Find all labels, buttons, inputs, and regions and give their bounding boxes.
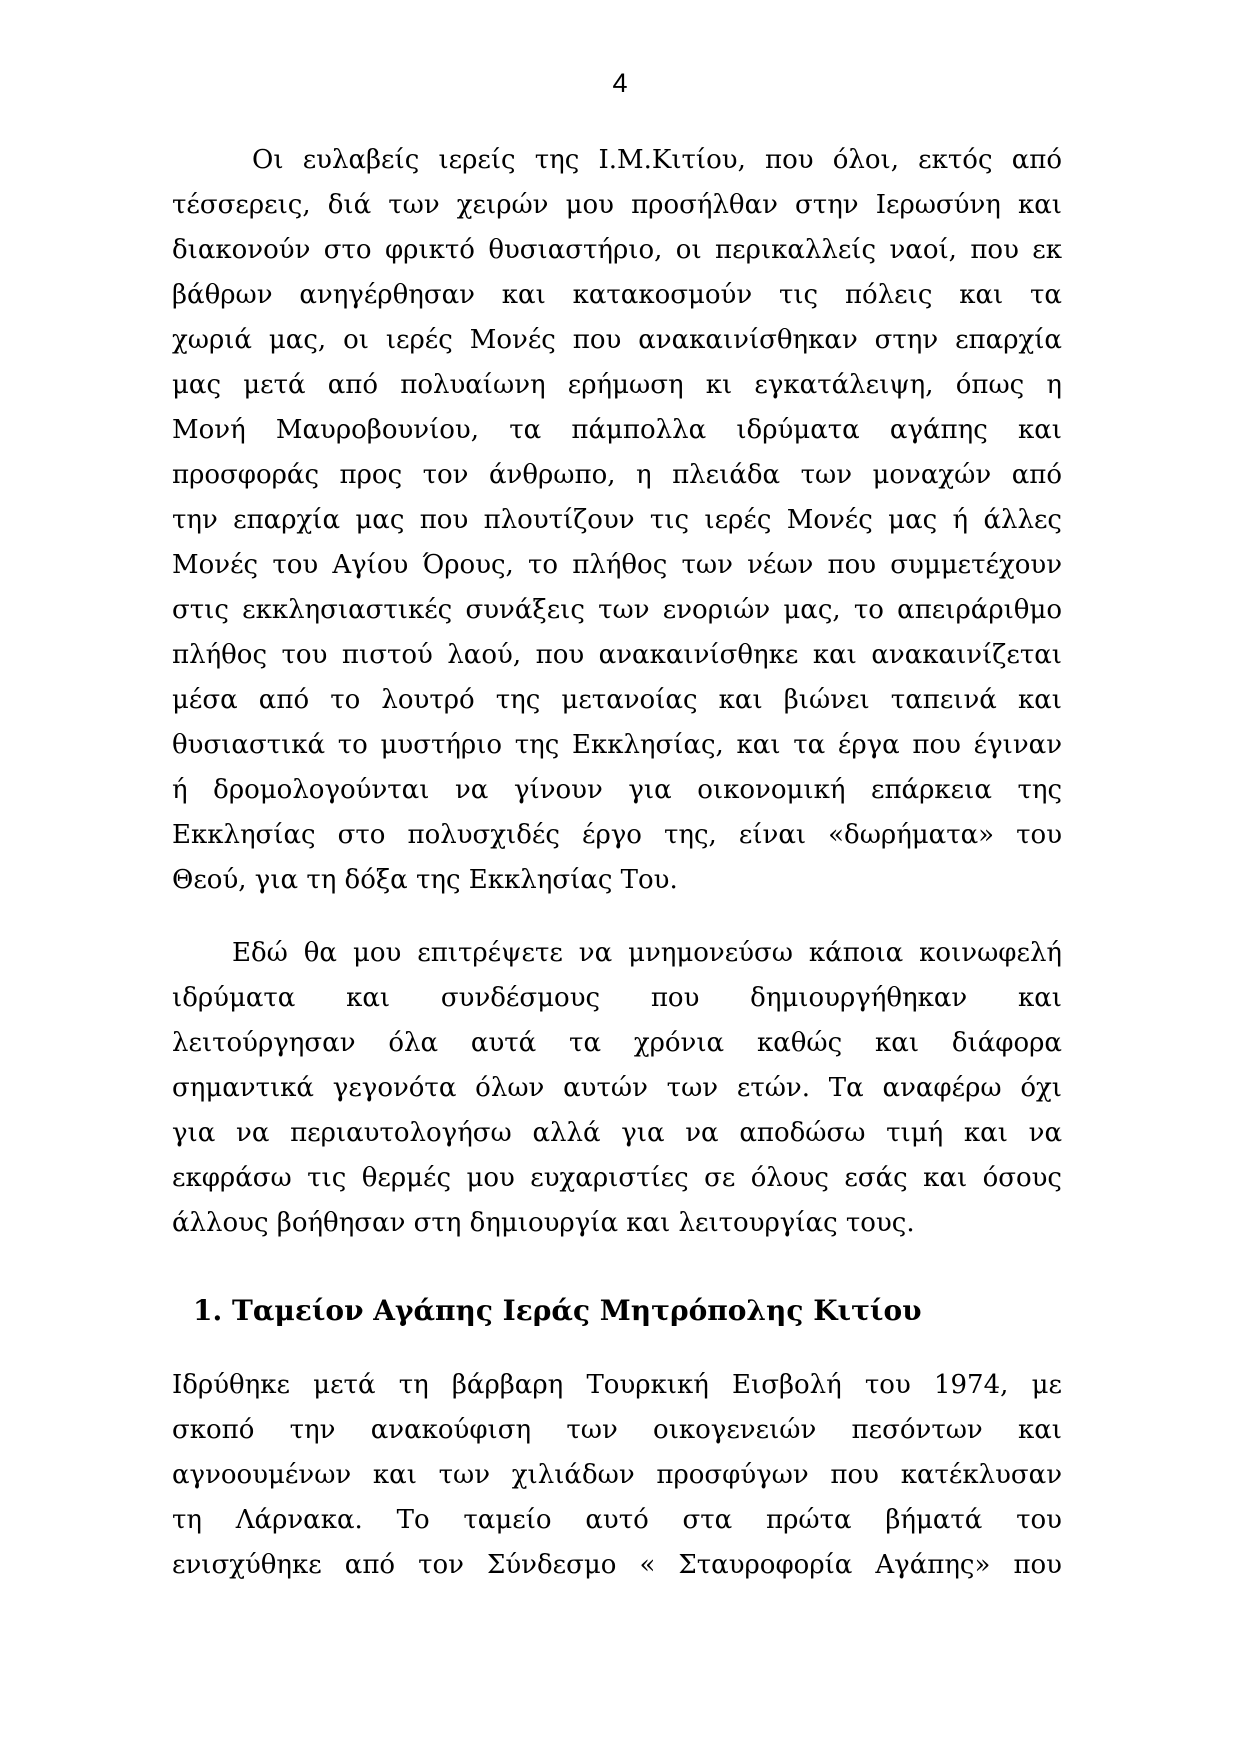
paragraph (172, 931, 1062, 1246)
text-line: εκφράσω τις θερμές μου ευχαριστίες σε όλους εσάς και όσους (172, 1163, 1062, 1193)
text-line: Εδώ θα μου επιτρέψετε να μνημονεύσω κάποια κοινωφελή (232, 938, 1062, 968)
text-line: ιδρύματα και συνδέσμους που δημιουργήθηκαν και (172, 983, 1062, 1013)
page-number: 4 (612, 68, 628, 98)
paragraph (172, 1363, 1062, 1588)
text-line: χωριά μας, οι ιερές Μονές που ανακαινίσθηκαν στην επαρχία (172, 325, 1062, 355)
text-line: διακονούν στο φρικτό θυσιαστήριο, οι περικαλλείς ναοί, που εκ (172, 235, 1062, 265)
text-line: στις εκκλησιαστικές συνάξεις των ενοριών μας, το απειράριθμο (172, 595, 1062, 625)
text-line: θυσιαστικά το μυστήριο της Εκκλησίας, και τα έργα που έγιναν (172, 730, 1062, 760)
text-line: βάθρων ανηγέρθησαν και κατακοσμούν τις πόλεις και τα (172, 280, 1062, 310)
text-line: σκοπό την ανακούφιση των οικογενειών πεσόντων και (172, 1415, 1062, 1445)
text-line: άλλους βοήθησαν στη δημιουργία και λειτουργίας τους. (172, 1208, 915, 1238)
text-line: Οι ευλαβείς ιερείς της Ι.Μ.Κιτίου, που όλοι, εκτός από (252, 145, 1062, 175)
text-line: Εκκλησίας στο πολυσχιδές έργο της, είναι «δωρήματα» του (172, 820, 1062, 850)
text-line: λειτούργησαν όλα αυτά τα χρόνια καθώς και διάφορα (172, 1028, 1062, 1058)
text-line: προσφοράς προς τον άνθρωπο, η πλειάδα των μοναχών από (172, 460, 1062, 490)
text-line: για να περιαυτολογήσω αλλά για να αποδώσω τιμή και να (172, 1118, 1062, 1148)
text-line: μέσα από το λουτρό της μετανοίας και βιώνει ταπεινά και (172, 685, 1062, 715)
document-body (0, 138, 1062, 1588)
text-line: σημαντικά γεγονότα όλων αυτών των ετών. Τα αναφέρω όχι (172, 1073, 1062, 1103)
text-line: Μονές του Αγίου Όρους, το πλήθος των νέων που συμμετέχουν (172, 550, 1062, 580)
text-line: μας μετά από πολυαίωνη ερήμωση κι εγκατάλειψη, όπως η (172, 370, 1062, 400)
paragraph (172, 138, 1062, 903)
text-line: την επαρχία μας που πλουτίζουν τις ιερές Μονές μας ή άλλες (172, 505, 1062, 535)
text-line: ενισχύθηκε από τον Σύνδεσμο « Σταυροφορία Αγάπης» που (172, 1550, 1062, 1580)
text-line: ή δρομολογούνται να γίνουν για οικονομική επάρκεια της (172, 775, 1062, 805)
text-line: αγνοουμένων και των χιλιάδων προσφύγων που κατέκλυσαν (172, 1460, 1062, 1490)
section-heading: 1. Ταμείον Αγάπης Ιεράς Μητρόπολης Κιτίου (193, 1294, 922, 1327)
text-line: τη Λάρνακα. Το ταμείο αυτό στα πρώτα βήματά του (172, 1505, 1062, 1535)
text-line: πλήθος του πιστού λαού, που ανακαινίσθηκε και ανακαινίζεται (172, 640, 1062, 670)
text-line: Θεού, για τη δόξα της Εκκλησίας Του. (172, 865, 678, 895)
text-line: Μονή Μαυροβουνίου, τα πάμπολλα ιδρύματα αγάπης και (172, 415, 1062, 445)
text-line: τέσσερεις, διά των χειρών μου προσήλθαν στην Ιερωσύνη και (172, 190, 1062, 220)
text-line: Ιδρύθηκε μετά τη βάρβαρη Τουρκική Εισβολή του 1974, με (172, 1370, 1062, 1400)
